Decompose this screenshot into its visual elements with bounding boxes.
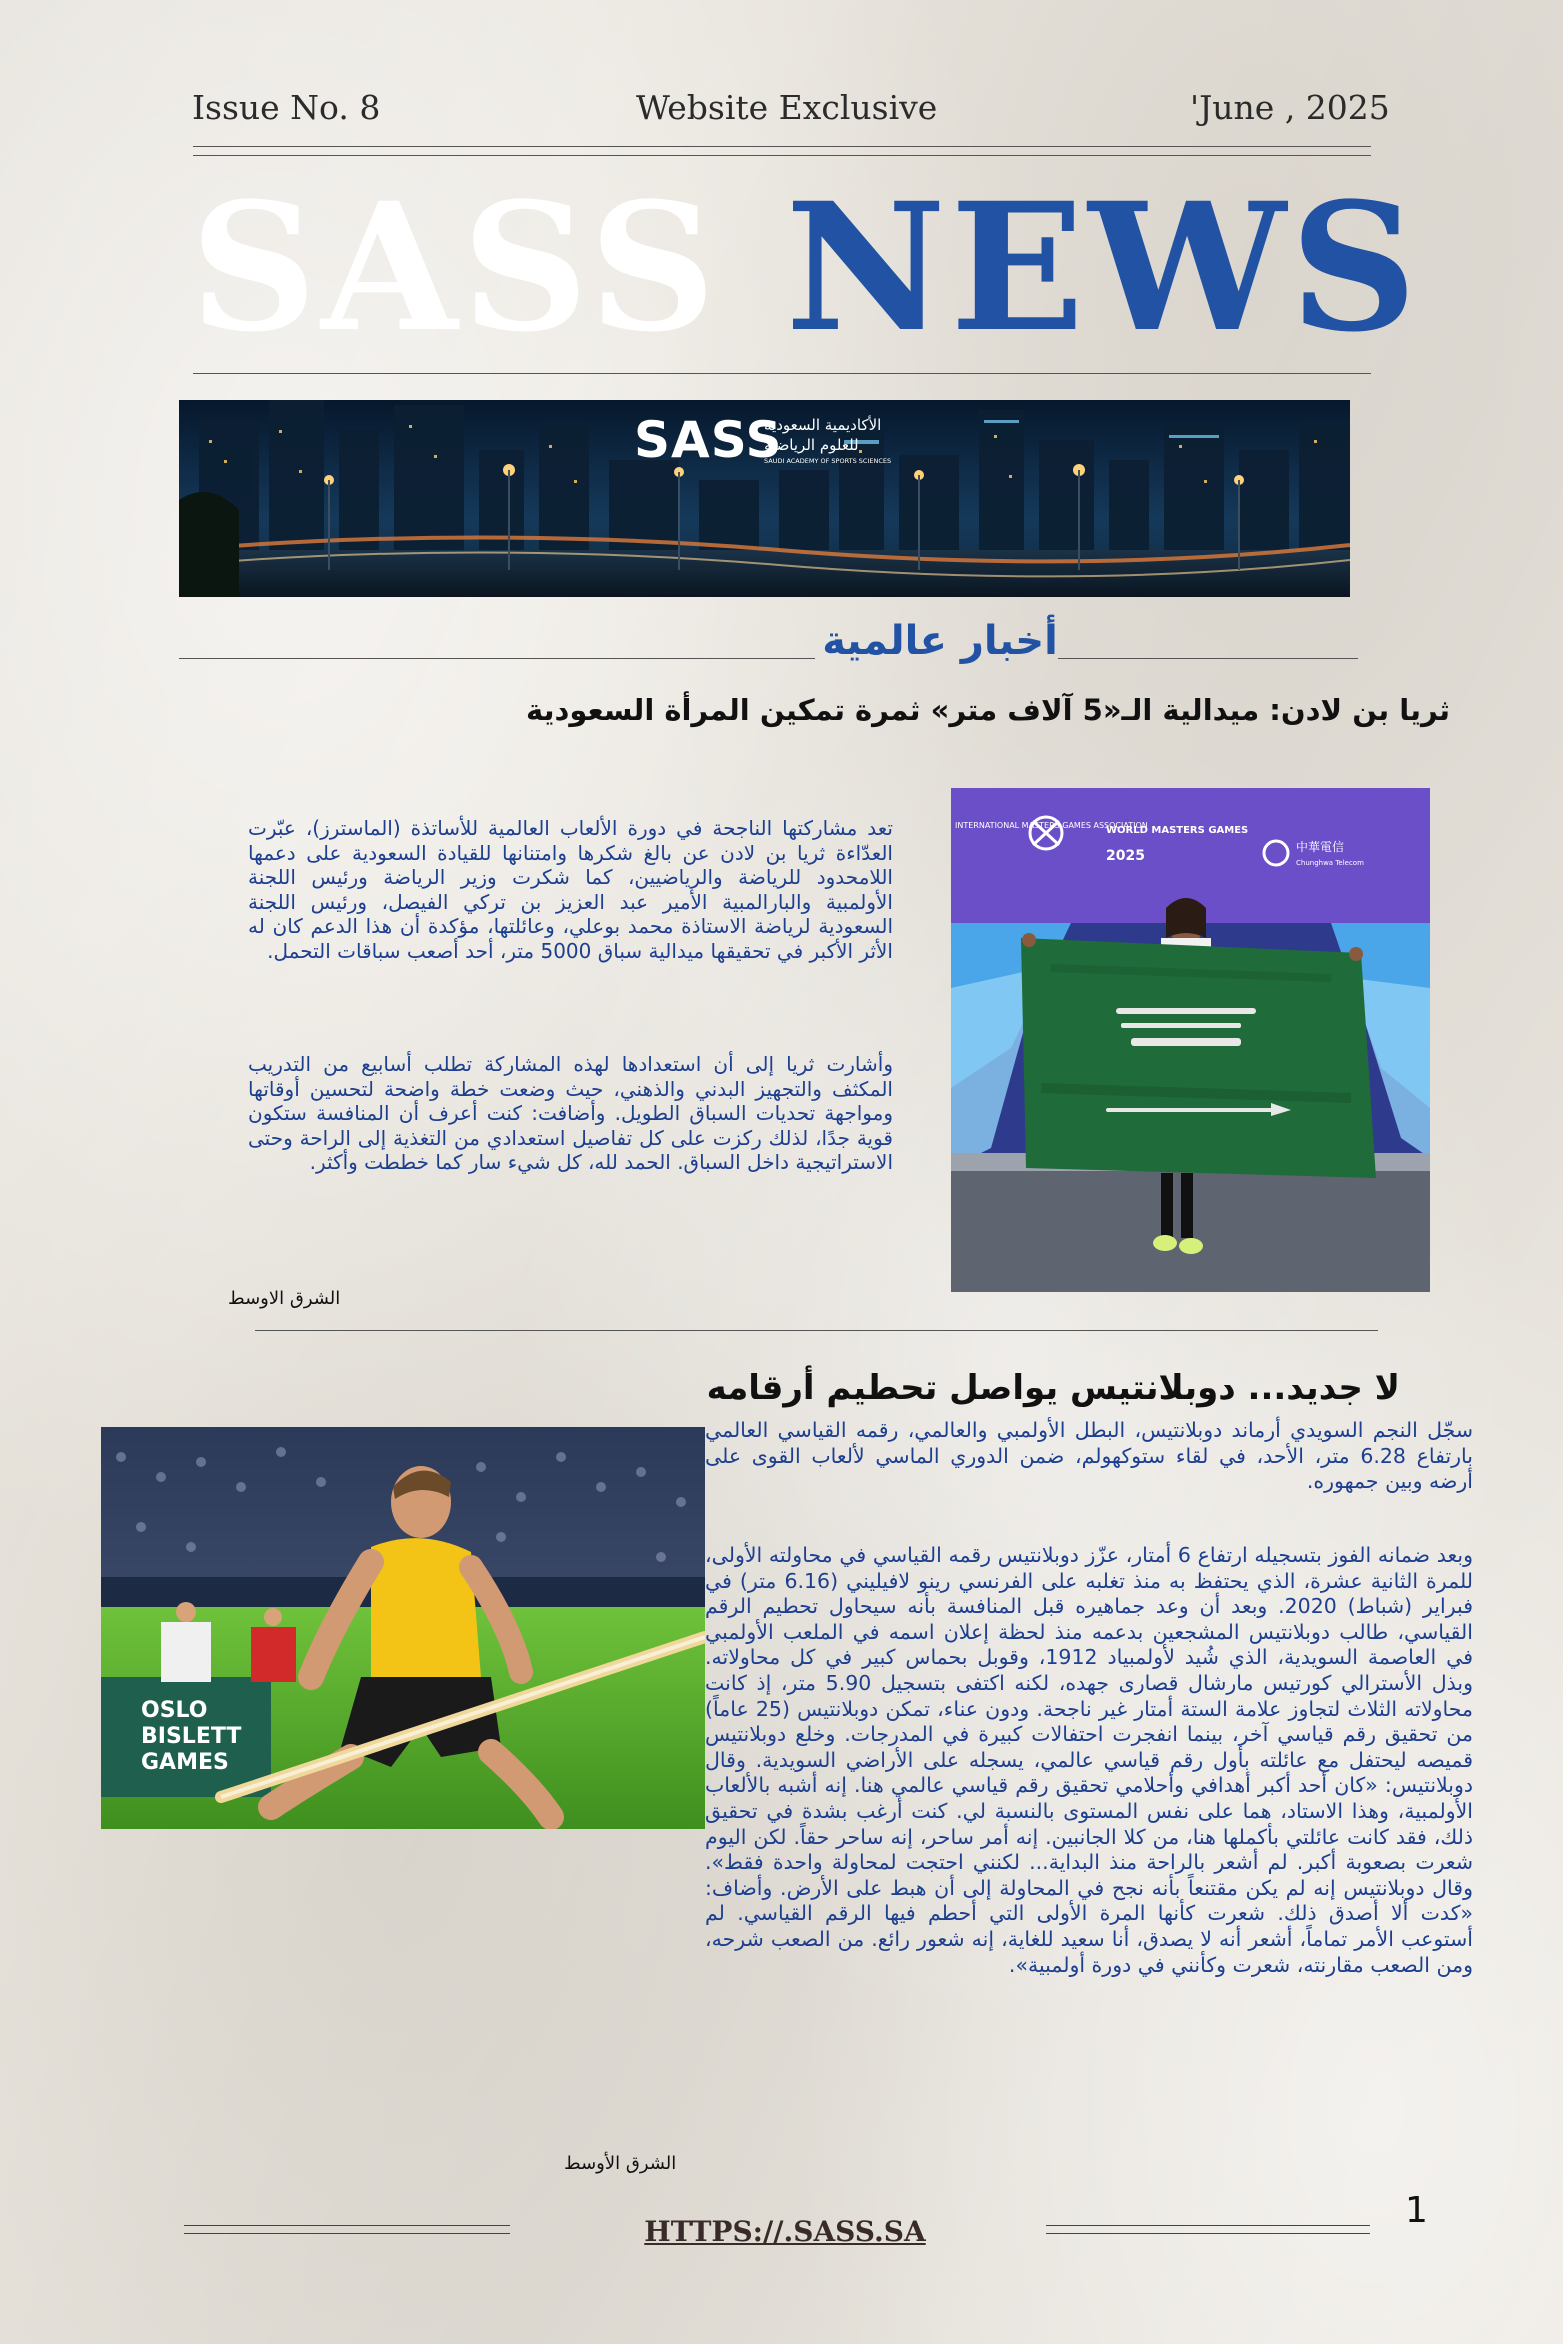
section-rule-right — [1058, 658, 1358, 659]
section-rule-left — [179, 658, 815, 659]
sass-logo-arabic-2: للعلوم الرياضية — [764, 436, 859, 454]
city-night-banner — [179, 400, 1350, 597]
photo2-board-line1: OSLO — [141, 1698, 208, 1723]
article1-paragraph-1: تعد مشاركتها الناجحة في دورة الألعاب العالمية للأساتذة (الماسترز)، عبّرت العدّاءة ثريا بن لادن عن بالغ شكرها وامتنانها للقيادة السعودية على دعمها اللامحدود للرياضة والرياضيين، كما شكرت وزير الرياضة ورئيس اللجنة الأولمبية والبارالمبية الأمير عبد العزيز بن تركي الفيصل، ورئيس اللجنة السعودية لرياضة الاستاذة محمد بوعلي، وعائلتها، مؤكدة أن هذا الدعم كان له الأثر الأكبر في تحقيقها ميدالية سباق 5000 متر، أحد أصعب سباقات التحمل. — [248, 816, 893, 963]
edition-label: Website Exclusive — [636, 88, 938, 127]
article2-photo — [101, 1427, 705, 1829]
article1-photo — [951, 788, 1430, 1292]
masthead-bottom-rule — [193, 373, 1371, 374]
footer-rule-right — [1046, 2225, 1370, 2234]
masthead-top-rule-2 — [193, 155, 1371, 156]
photo2-board-line3: GAMES — [141, 1750, 229, 1775]
photo1-sponsor: 中華電信 — [1296, 840, 1345, 854]
article2-paragraph-2: وبعد ضمانه الفوز بتسجيله ارتفاع 6 أمتار، عزّز دوبلانتيس رقمه القياسي في محاولته الأولى، للمرة الثانية عشرة، الذي يحتفظ به منذ تغلبه على الفرنسي رينو لافيليني (6.16 متر) في فبراير (شباط) 2020. وبعد أن وعد جماهيره قبل المنافسة بأنه سيحاول تحطيم الرقم القياسي، طالب دوبلانتيس المشجعين بدعمه منذ لحظة إعلان اسمه في الملعب الأولمبي في العاصمة السويدية، الذي شُيد لأولمبياد 1912، وقوبل بحماس كبير في كل محاولاته. وبذل الأسترالي كورتيس مارشال قصارى جهده، لكنه اكتفى بتسجيل 5.90 متر، إذ كانت محاولاته الثلاث لتجاوز علامة الستة أمتار غير ناجحة. ودون عناء، تمكن دوبلانتيس (25 عاماً) من تحقيق رقم قياسي آخر، بينما انفجرت احتفالات كبيرة في المدرجات. وخلع دوبلانتيس قميصه ليحتفل مع عائلته بأول رقم قياسي عالمي، يسجله على الأراضي السويدية. وقال دوبلانتيس: «كان أحد أكبر أهدافي وأحلامي تحقيق رقم قياسي عالمي هنا. إنه أشبه بالألعاب الأولمبية، وهذا الاستاد، هما على نفس المستوى بالنسبة لي. كنت أرغب بشدة في تحقيق ذلك، فقد كانت عائلتي بأكملها هنا، من كلا الجانبين. إنه أمر ساحر، إنه ساحر حقاً. لكن اليوم شعرت بصعوبة أكبر. لم أشعر بالراحة منذ البداية... لكنني احتجت لمحاولة واحدة فقط». وقال دوبلانتيس إنه لم يكن مقتنعاً بأنه نجح في المحاولة إلى أن هبط على الأرض. وأضاف: «كدت ألا أصدق ذلك. شعرت كأنها المرة الأولى التي أحطم فيها الرقم القياسي. لم أستوعب الأمر تماماً، أشعر أنه لا يصدق، أنا سعيد للغاية، إنه شعور رائع. من الصعب شرحه، ومن الصعب مقارنته، شعرت وكأنني في دورة أولمبية». — [705, 1543, 1473, 1977]
issue-number: Issue No. 8 — [192, 88, 381, 127]
article1-headline: ثريا بن لادن: ميدالية الـ«5 آلاف متر» ثمرة تمكين المرأة السعودية — [526, 693, 1450, 727]
photo1-banner-title: WORLD MASTERS GAMES — [1106, 825, 1249, 836]
photo2-board-line2: BISLETT — [141, 1724, 242, 1749]
sass-logo — [634, 410, 914, 470]
issue-date: 'June , 2025 — [1190, 88, 1390, 127]
sass-logo-arabic-1: الأكاديمية السعودية — [764, 416, 882, 434]
photo1-banner-year: 2025 — [1106, 848, 1145, 864]
article1-paragraph-2: وأشارت ثريا إلى أن استعدادها لهذه المشاركة تطلب أسابيع من التدريب المكثف والتجهيز البدني والذهني، حيث وضعت خطة واضحة لتحسين أوقاتها ومواجهة تحديات السباق الطويل. وأضافت: كنت أعرف أن المنافسة ستكون قوية جدًا، لذلك ركزت على كل تفاصيل استعدادي من التغذية إلى الراحة وحتى الاستراتيجية داخل السباق. الحمد لله، كل شيء سار كما خططت وأكثر. — [248, 1052, 893, 1175]
article2-paragraph-1: سجّل النجم السويدي أرماند دوبلانتيس، البطل الأولمبي والعالمي، رقمه القياسي العالمي بارتفاع 6.28 متر، الأحد، في لقاء ستوكهولم، ضمن الدوري الماسي لألعاب القوى على أرضه وبين جمهوره. — [705, 1418, 1474, 1494]
title-word-sass: SASS — [190, 164, 720, 371]
masthead-top-rule — [193, 146, 1371, 147]
photo1-banner-left-text: INTERNATIONAL MASTERS GAMES ASSOCIATION — [955, 821, 1148, 830]
article2-source: الشرق الأوسط — [564, 2153, 677, 2174]
page-number: 1 — [1405, 2190, 1428, 2231]
article-divider — [255, 1330, 1378, 1331]
footer-rule-left — [184, 2225, 510, 2234]
photo1-sponsor-sub: Chunghwa Telecom — [1296, 859, 1364, 867]
footer-website-link[interactable]: HTTPS://.SASS.SA — [644, 2215, 926, 2248]
sass-logo-mark: SASS — [634, 411, 783, 469]
article2-headline: لا جديد... دوبلانتيس يواصل تحطيم أرقامه — [706, 1368, 1400, 1408]
section-title-world-news: أخبار عالمية — [822, 618, 1058, 664]
sass-logo-english: SAUDI ACADEMY OF SPORTS SCIENCES — [764, 457, 892, 465]
title-word-news: NEWS — [785, 164, 1422, 371]
newspaper-title — [190, 164, 1422, 371]
article1-source: الشرق الاوسط — [228, 1288, 341, 1309]
